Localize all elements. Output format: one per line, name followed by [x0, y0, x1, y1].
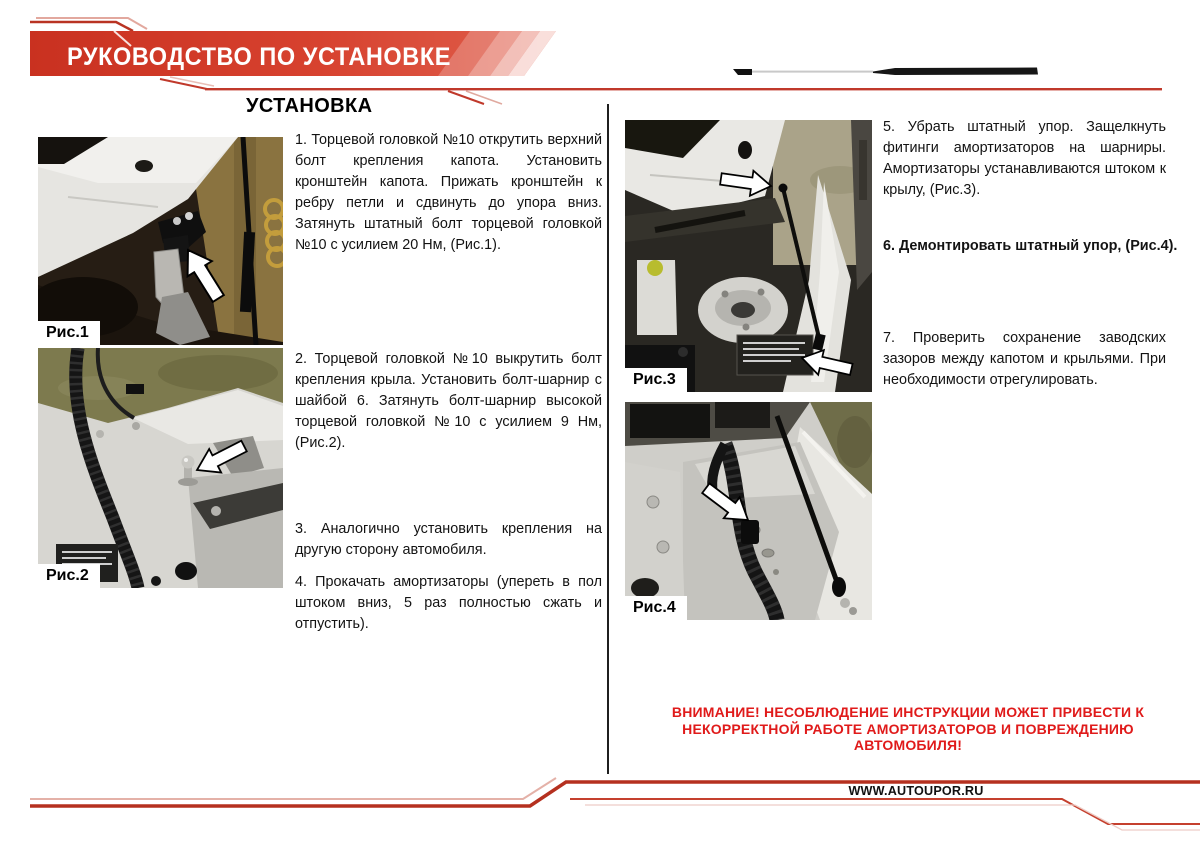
- figure-1-label: Рис.1: [38, 321, 100, 345]
- manual-title: РУКОВОДСТВО ПО УСТАНОВКЕ: [67, 43, 451, 71]
- figure-2-photo: [38, 348, 283, 588]
- column-divider: [607, 104, 609, 774]
- step-4-text: 4. Прокачать амортизаторы (упереть в пол штоком вниз, 5 раз полностью сжать и отпустить).: [295, 574, 602, 632]
- gas-strut-product-image: [733, 68, 1038, 76]
- hood-hinge-photo: [38, 137, 283, 345]
- step-1-text: 1. Торцевой головкой №10 открутить верхний болт крепления капота. Установить кронштейн капота. Прижать кронштейн к ребру петли и сдвинуть до упора вниз. Затянуть штатный болт торцевой головкой №10 с усилием 20 Нм, (Рис.1).: [295, 132, 602, 253]
- fender-ball-stud-photo: [38, 348, 283, 588]
- step-5-text: 5. Убрать штатный упор. Защелкнуть фитинги амортизаторов на шарниры. Амортизаторы устанавливаются штоком к крылу, (Рис.3).: [883, 119, 1166, 198]
- section-title: УСТАНОВКА: [246, 95, 373, 117]
- step-7-text: 7. Проверить сохранение заводских зазоров между капотом и крыльями. При необходимости отрегулировать.: [883, 330, 1166, 388]
- figure-1-photo: [38, 137, 283, 345]
- engine-bay-strut-photo: [625, 120, 872, 392]
- figure-2-label: Рис.2: [38, 564, 100, 588]
- figure-4-label: Рис.4: [625, 596, 687, 620]
- step-2-text: 2. Торцевой головкой №10 выкрутить болт крепления крыла. Установить болт-шарнир с шайбой 6. Затянуть болт-шарнир высокой торцевой головкой №10 с усилием 9 Нм, (Рис.2).: [295, 351, 602, 451]
- fender-strut-closeup-photo: [625, 402, 872, 620]
- website-label: WWW.AUTOUPOR.RU: [848, 783, 984, 798]
- figure-4-photo: [625, 402, 872, 620]
- footer-lines-graphic: [0, 760, 1200, 848]
- figure-3-photo: [625, 120, 872, 392]
- step-3-text: 3. Аналогично установить крепления на другую сторону автомобиля.: [295, 521, 602, 558]
- step-6-text: 6. Демонтировать штатный упор, (Рис.4).: [883, 238, 1178, 254]
- figure-3-label: Рис.3: [625, 368, 687, 392]
- warning-text: ВНИМАНИЕ! НЕСОБЛЮДЕНИЕ ИНСТРУКЦИИ МОЖЕТ ПРИВЕСТИ К НЕКОРРЕКТНОЙ РАБОТЕ АМОРТИЗАТОРОВ И ПОВРЕЖДЕНИЮ АВТОМОБИЛЯ!: [671, 704, 1145, 753]
